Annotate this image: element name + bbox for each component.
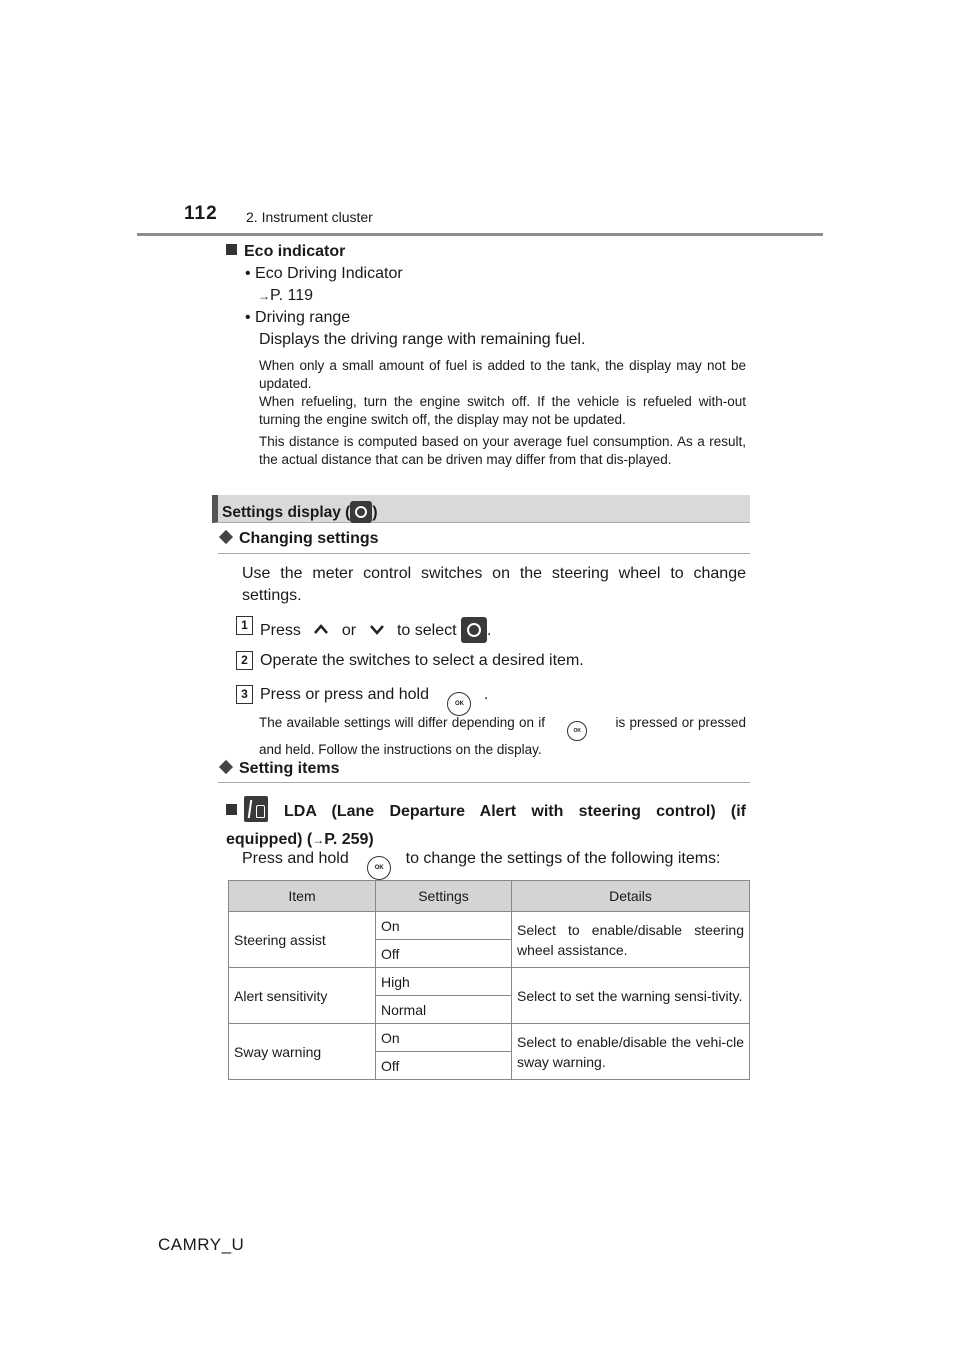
eco-note-2: This distance is computed based on your average fuel consumption. As a result, the actual distance that can be driven may differ from that dis-played.: [259, 434, 746, 467]
arrow-right-icon: →: [258, 289, 270, 303]
arrow-right-icon: →: [312, 833, 325, 847]
square-bullet-icon: [226, 244, 237, 255]
table-cell-item: Alert sensitivity: [229, 968, 376, 1024]
square-bullet-icon: [226, 804, 237, 815]
table-cell-item: Sway warning: [229, 1024, 376, 1080]
chapter-title: 2. Instrument cluster: [246, 209, 373, 225]
eco-heading: Eco indicator: [226, 243, 345, 261]
eco-ref-1: →P. 119: [258, 287, 314, 304]
press-hold-text: Press and hold OK to change the settings of the following items:: [242, 850, 721, 880]
header-rule: [137, 233, 823, 236]
step-2-marker: 2: [236, 651, 253, 670]
table-row: [229, 912, 750, 940]
footer-model: CAMRY_U: [158, 1235, 245, 1254]
step-3-text: Press or press and hold OK .: [260, 686, 488, 716]
table-cell-setting: Off: [376, 940, 512, 968]
eco-bullet-2: • Driving range: [245, 309, 351, 326]
gear-icon: [350, 501, 372, 523]
step-1-text: Press or to select .: [260, 617, 491, 643]
eco-note-1b: When refueling, turn the engine switch off. If the vehicle is refueled with-out turning the engine switch off, the display may not be updated.: [259, 394, 746, 427]
table-cell-setting: Off: [376, 1052, 512, 1080]
table-header-settings: Settings: [376, 881, 512, 912]
table-cell-details: Select to enable/disable steering wheel assistance.: [512, 912, 750, 968]
step-3-marker: 3: [236, 685, 253, 704]
lane-departure-icon: [244, 796, 268, 822]
diamond-bullet-icon: [219, 530, 233, 544]
eco-desc-2: Displays the driving range with remaining fuel.: [259, 331, 586, 348]
settings-table: [228, 880, 750, 1080]
step-2-text: Operate the switches to select a desired item.: [260, 652, 584, 669]
table-header-details: Details: [512, 881, 750, 912]
table-cell-details: Select to set the warning sensi-tivity.: [512, 968, 750, 1024]
table-cell-setting: On: [376, 1024, 512, 1052]
table-cell-item: Steering assist: [229, 912, 376, 968]
ok-button-icon: OK: [567, 721, 587, 741]
changing-note: The available settings will differ depending on if OK is pressed or pressed and held. Follow the instructions on the display.: [259, 715, 746, 757]
table-cell-setting: On: [376, 912, 512, 940]
table-row: [229, 1024, 750, 1052]
diamond-bullet-icon: [219, 760, 233, 774]
changing-rule: [218, 553, 750, 554]
eco-note-1a: When only a small amount of fuel is added to the tank, the display may not be updated.: [259, 358, 746, 391]
chevron-down-icon: [369, 622, 385, 636]
setting-items-rule: [218, 782, 750, 783]
table-cell-details: Select to enable/disable the vehi-cle sway warning.: [512, 1024, 750, 1080]
eco-bullet-1: • Eco Driving Indicator: [245, 265, 403, 282]
table-header-item: Item: [229, 881, 376, 912]
ok-button-icon: OK: [447, 692, 471, 716]
table-cell-setting: High: [376, 968, 512, 996]
table-header-row: [229, 881, 750, 912]
changing-heading: Changing settings: [218, 530, 379, 548]
changing-intro: Use the meter control switches on the steering wheel to change settings.: [242, 565, 746, 604]
settings-banner-label: Settings display ( ): [222, 501, 378, 523]
table-cell-setting: Normal: [376, 996, 512, 1024]
table-row: [229, 968, 750, 996]
ok-button-icon: OK: [367, 856, 391, 880]
gear-icon: [461, 617, 487, 643]
step-1-marker: 1: [236, 616, 253, 635]
lda-title: LDA (Lane Departure Alert with steering control) (if equipped) (→P. 259): [226, 796, 746, 854]
setting-items-heading: Setting items: [218, 760, 339, 778]
page-number: 112: [184, 203, 218, 224]
chevron-up-icon: [313, 622, 329, 636]
